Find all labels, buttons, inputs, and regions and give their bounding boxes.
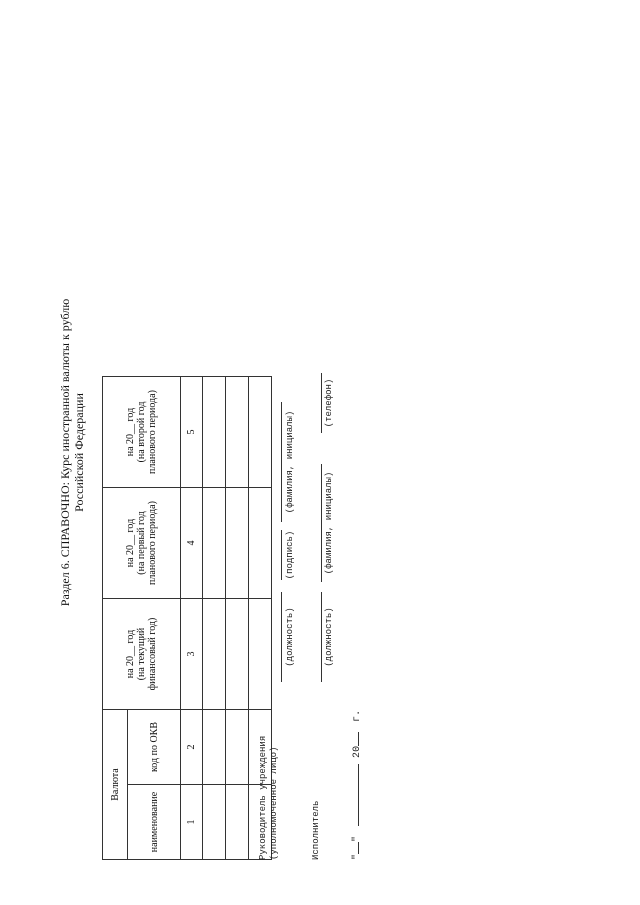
header-first-plan-year xyxy=(103,488,181,599)
date-quote-close: " xyxy=(352,835,363,842)
header-current-year-line-1: на 20__ год xyxy=(125,629,136,679)
header-current-year-line-2: (на текущий xyxy=(136,627,147,681)
phone-caption: (телефон) xyxy=(324,378,334,428)
header-second-plan-year-line-2: (на второй год xyxy=(136,401,147,463)
date-line xyxy=(352,710,363,860)
table-cell[interactable] xyxy=(249,599,272,710)
date-year-blank[interactable] xyxy=(358,732,359,746)
signature-caption: (подпись) xyxy=(285,530,295,580)
executor-name-line[interactable] xyxy=(321,464,322,582)
column-number-4: 4 xyxy=(181,488,203,599)
header-second-plan-year-line-3: планового периода) xyxy=(147,390,158,474)
signature-line[interactable] xyxy=(281,530,282,580)
currency-rate-table xyxy=(102,376,272,860)
header-second-plan-year-line-1: на 20__ год xyxy=(125,407,136,457)
table-row xyxy=(226,377,249,860)
date-month-blank[interactable] xyxy=(358,764,359,826)
table-cell[interactable] xyxy=(203,710,226,785)
column-number-5: 5 xyxy=(181,377,203,488)
date-quote-open: " xyxy=(352,853,363,860)
table-cell[interactable] xyxy=(226,710,249,785)
full-name-line[interactable] xyxy=(281,402,282,522)
executor-label: Исполнитель xyxy=(311,800,321,860)
header-first-plan-year-line-3: планового периода) xyxy=(147,501,158,585)
table-cell[interactable] xyxy=(203,377,226,488)
date-suffix: г. xyxy=(352,709,363,722)
table-cell[interactable] xyxy=(226,785,249,860)
table-cell[interactable] xyxy=(203,488,226,599)
table-cell[interactable] xyxy=(226,488,249,599)
executor-position-caption: (должность) xyxy=(324,607,334,667)
head-label xyxy=(258,736,280,860)
table-cell[interactable] xyxy=(226,377,249,488)
head-label-line-2: (уполномоченное лицо) xyxy=(269,746,279,860)
header-currency-code: код по ОКВ xyxy=(128,710,181,785)
position-line[interactable] xyxy=(281,592,282,682)
date-year: 20 xyxy=(352,745,363,758)
table-cell[interactable] xyxy=(249,488,272,599)
header-current-year xyxy=(103,599,181,710)
column-number-3: 3 xyxy=(181,599,203,710)
header-currency-name: наименование xyxy=(128,785,181,860)
executor-position-line[interactable] xyxy=(321,592,322,682)
column-number-1: 1 xyxy=(181,785,203,860)
date-day-blank[interactable] xyxy=(358,842,359,854)
head-label-line-1: Руководитель учреждения xyxy=(258,735,268,860)
header-currency: Валюта xyxy=(103,710,128,860)
phone-line[interactable] xyxy=(321,373,322,433)
header-second-plan-year xyxy=(103,377,181,488)
header-current-year-line-3: финансовый год) xyxy=(147,617,158,691)
table-row xyxy=(203,377,226,860)
section-title-line-1: Раздел 6. СПРАВОЧНО: Курс иностранной валюты к рублю xyxy=(58,298,72,607)
table-cell[interactable] xyxy=(203,785,226,860)
section-title xyxy=(58,0,86,905)
full-name-caption: (фамилия, инициалы) xyxy=(285,410,295,514)
table-cell[interactable] xyxy=(226,599,249,710)
header-first-plan-year-line-1: на 20__ год xyxy=(125,518,136,568)
executor-name-caption: (фамилия, инициалы) xyxy=(324,471,334,575)
table-cell[interactable] xyxy=(249,377,272,488)
table-cell[interactable] xyxy=(203,599,226,710)
section-title-line-2: Российской Федерации xyxy=(72,393,86,512)
header-first-plan-year-line-2: (на первый год xyxy=(136,511,147,575)
position-caption: (должность) xyxy=(285,607,295,667)
column-number-2: 2 xyxy=(181,710,203,785)
